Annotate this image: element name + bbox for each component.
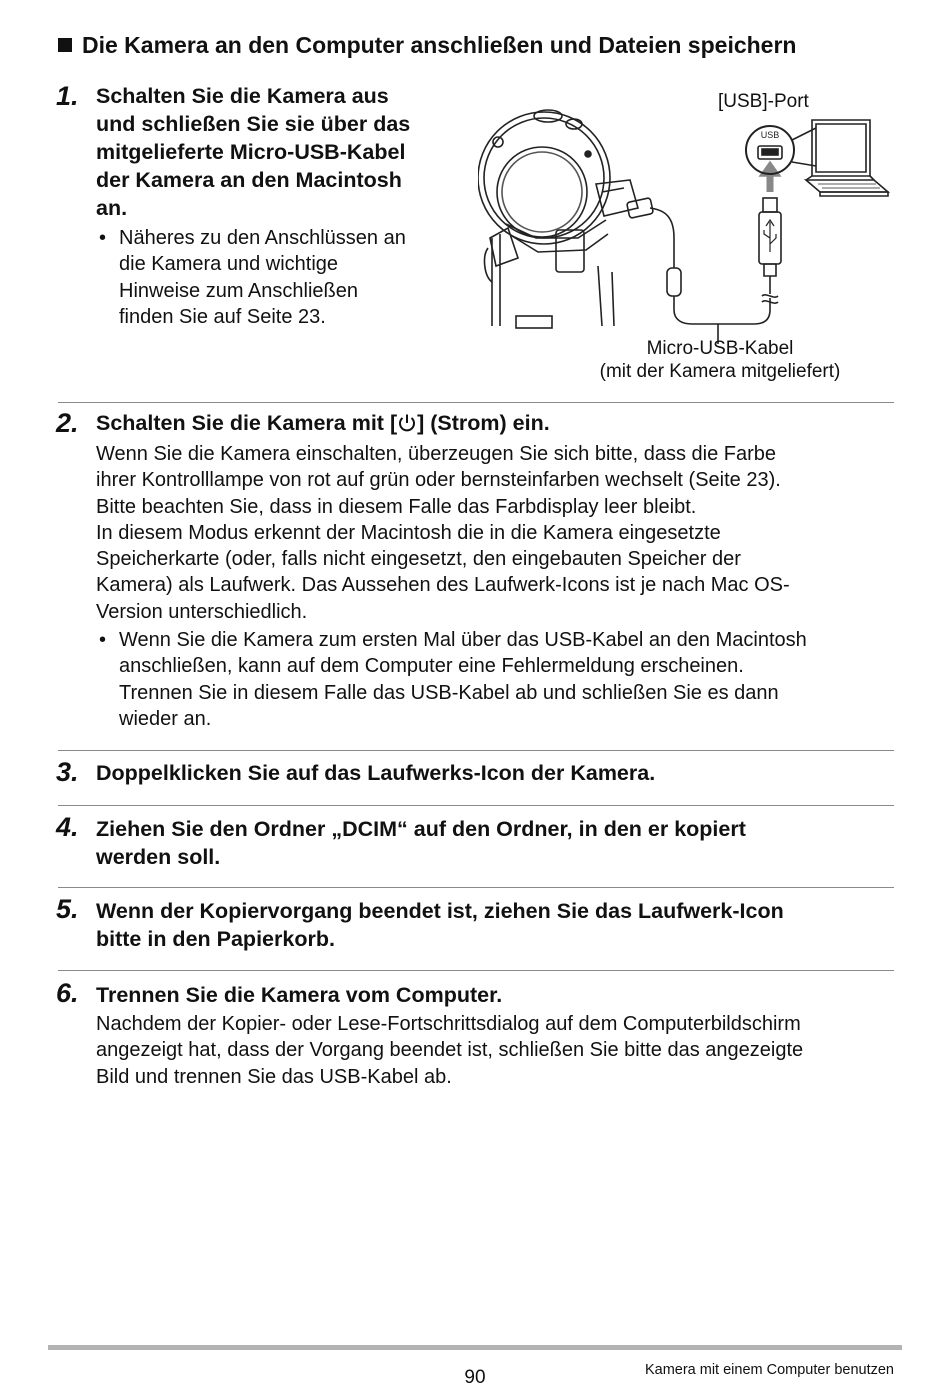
step-2-number: 2.: [56, 408, 79, 438]
divider: [58, 402, 894, 403]
step-6-title: [96, 981, 896, 1009]
usb-connection-figure: [478, 88, 908, 388]
step-1-title-line: an.: [96, 196, 128, 220]
step-4-title: [96, 815, 896, 871]
cable-label-line: Micro-USB-Kabel: [646, 338, 794, 359]
step-1-title-line: der Kamera an den Macintosh: [96, 168, 402, 192]
step-2-body-line: Version unterschiedlich.: [96, 600, 308, 623]
step-3-title: [96, 759, 896, 787]
step-6-body-line: Nachdem der Kopier- oder Lese-Fortschrittsdialog auf dem Computerbildschirm: [96, 1013, 801, 1035]
step-1-bullet-line: die Kamera und wichtige: [119, 253, 339, 276]
divider: [58, 970, 894, 971]
footer-rule: [48, 1345, 902, 1350]
step-3-title-line: Doppelklicken Sie auf das Laufwerks-Icon der Kamera.: [96, 761, 656, 785]
step-1-title-line: Schalten Sie die Kamera aus: [96, 84, 389, 108]
step-2-bullet-line: Trennen Sie in diesem Falle das USB-Kabel ab und schließen Sie es dann: [119, 681, 779, 704]
step-5-title-line: Wenn der Kopiervorgang beendet ist, ziehen Sie das Laufwerk-Icon: [96, 899, 784, 923]
step-2-title-start: Schalten Sie die Kamera mit [: [96, 411, 398, 435]
step-2-body-line: In diesem Modus erkennt der Macintosh die in die Kamera eingesetzte: [96, 521, 721, 544]
step-1-bullet-line: Näheres zu den Anschlüssen an: [119, 227, 406, 249]
section-title: [58, 30, 918, 60]
step-4-number: 4.: [56, 812, 79, 842]
step-5-title: [96, 897, 896, 953]
step-2-title: [96, 409, 896, 437]
step-6-title-line: Trennen Sie die Kamera vom Computer.: [96, 983, 503, 1007]
step-2-bullet-line: wieder an.: [119, 707, 212, 730]
step-2-body-line: Speicherkarte (oder, falls nicht eingesetzt, den eingebauten Speicher der: [96, 548, 741, 571]
step-2-body-line: ihrer Kontrolllampe von rot auf grün oder bernsteinfarben wechselt (Seite 23).: [96, 469, 781, 492]
page-number: 90: [464, 1367, 486, 1388]
step-2-body-line: Wenn Sie die Kamera einschalten, überzeugen Sie sich bitte, dass die Farbe: [96, 443, 777, 465]
usb-port-label: [USB]-Port: [718, 91, 809, 112]
step-1-title-line: mitgelieferte Micro-USB-Kabel: [96, 140, 406, 164]
step-2-bullet: [96, 627, 919, 732]
step-2-bullet-line: anschließen, kann auf dem Computer eine Fehlermeldung erscheinen.: [119, 655, 744, 678]
chapter-title: Kamera mit einem Computer benutzen: [644, 1362, 894, 1378]
step-4-title-line: Ziehen Sie den Ordner „DCIM“ auf den Ordner, in den er kopiert: [96, 817, 746, 841]
step-6-number: 6.: [56, 978, 79, 1008]
step-2-body-line: Kamera) als Laufwerk. Das Aussehen des Laufwerk-Icons ist je nach Mac OS-: [96, 574, 790, 597]
step-1-bullet-line: finden Sie auf Seite 23.: [119, 305, 326, 328]
cable-label: [580, 337, 860, 383]
step-6-body: [96, 1011, 896, 1090]
step-5-title-line: bitte in den Papierkorb.: [96, 927, 335, 951]
step-2-body: [96, 441, 896, 625]
step-1-title: [96, 82, 456, 222]
divider: [58, 805, 894, 806]
power-icon: [397, 413, 417, 433]
step-4-title-line: werden soll.: [96, 845, 221, 869]
section-title-text: Die Kamera an den Computer anschließen und Dateien speichern: [82, 32, 797, 58]
step-1-title-line: und schließen Sie sie über das: [96, 112, 411, 136]
cable-label-line: (mit der Kamera mitgeliefert): [599, 361, 841, 382]
step-5-number: 5.: [56, 894, 79, 924]
divider: [58, 887, 894, 888]
step-3-number: 3.: [56, 757, 79, 787]
bullet-dot-icon: •: [99, 227, 107, 249]
divider: [58, 750, 894, 751]
bullet-dot-icon: •: [99, 629, 107, 651]
step-2-body-line: Bitte beachten Sie, dass in diesem Falle das Farbdisplay leer bleibt.: [96, 495, 697, 518]
usb-badge-text: USB: [760, 130, 780, 140]
step-1-number: 1.: [56, 81, 79, 111]
step-1-bullet: [96, 225, 479, 330]
step-6-body-line: Bild und trennen Sie das USB-Kabel ab.: [96, 1065, 452, 1088]
step-6-body-line: angezeigt hat, dass der Vorgang beendet ist, schließen Sie bitte das angezeigte: [96, 1039, 804, 1062]
step-1-bullet-line: Hinweise zum Anschließen: [119, 279, 358, 302]
step-2-title-end: ] (Strom) ein.: [417, 411, 550, 435]
section-square-icon: [58, 38, 72, 52]
step-2-bullet-line: Wenn Sie die Kamera zum ersten Mal über das USB-Kabel an den Macintosh: [119, 629, 807, 651]
